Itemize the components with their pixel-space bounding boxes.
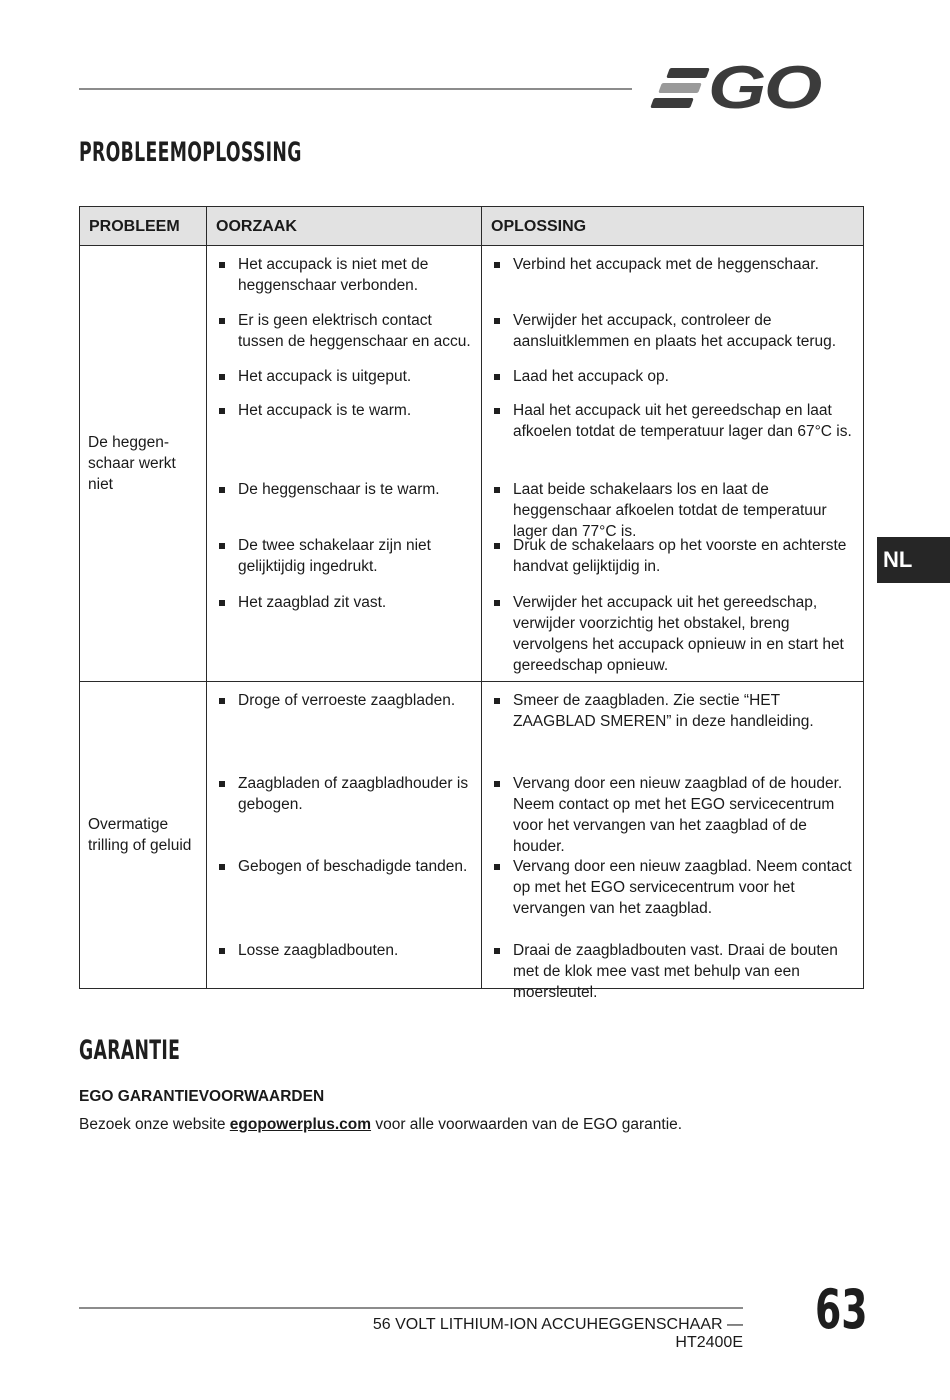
- cause-item: De twee schakelaar zijn niet gelijktijdig ingedrukt.: [207, 535, 481, 577]
- problem-text: Overmatige trilling of geluid: [88, 816, 192, 854]
- warranty-subtitle: EGO GARANTIEVOORWAARDEN: [79, 1088, 325, 1105]
- footer-title: 56 VOLT LITHIUM-ION ACCUHEGGENSCHAAR — HT2400E: [372, 1316, 743, 1351]
- solution-item: Laat beide schakelaars los en laat de heggenschaar afkoelen totdat de temperatuur lager dan 77°C is.: [482, 479, 863, 542]
- column-header-solution: OPLOSSING: [482, 207, 864, 246]
- column-header-cause: OORZAAK: [207, 207, 482, 246]
- troubleshooting-title: PROBLEEMOPLOSSING: [79, 137, 302, 168]
- cause-item: Gebogen of beschadigde tanden.: [207, 856, 481, 877]
- cause-item: Er is geen elektrisch contact tussen de heggenschaar en accu.: [207, 310, 481, 352]
- cause-cell: [207, 682, 482, 989]
- page-number: 63: [815, 1278, 868, 1341]
- solution-item: Haal het accupack uit het gereedschap en laat afkoelen totdat de temperatuur lager dan 67°C is.: [482, 400, 863, 442]
- solution-item: Draai de zaagbladbouten vast. Draai de bouten met de klok mee vast met behulp van een moersleutel.: [482, 940, 863, 1003]
- solution-item: Verwijder het accupack uit het gereedschap, verwijder voorzichtig het obstakel, breng vervolgens het accupack opnieuw in en start het gereedschap opnieuw.: [482, 592, 863, 676]
- logo-e-bars: [650, 68, 710, 110]
- ego-logo: [650, 54, 862, 121]
- language-tab: NL: [877, 537, 950, 583]
- column-header-problem: PROBLEEM: [80, 207, 207, 246]
- solution-cell: [482, 246, 864, 682]
- table-group-2: [80, 682, 864, 989]
- cause-item: Droge of verroeste zaagbladen.: [207, 690, 481, 711]
- troubleshooting-table: [79, 206, 864, 1001]
- warranty-text-after: voor alle voorwaarden van de EGO garantie.: [371, 1116, 683, 1133]
- cause-item: Het accupack is te warm.: [207, 400, 481, 421]
- logo-letters: GO: [708, 54, 820, 121]
- cause-item: De heggenschaar is te warm.: [207, 479, 481, 500]
- warranty-title: GARANTIE: [79, 1035, 181, 1066]
- cause-item: Het accupack is uitgeput.: [207, 366, 481, 387]
- cause-item: Het accupack is niet met de heggenschaar verbonden.: [207, 254, 481, 296]
- solution-item: Smeer de zaagbladen. Zie sectie “HET ZAAGBLAD SMEREN” in deze handleiding.: [482, 690, 863, 732]
- cause-item: Het zaagblad zit vast.: [207, 592, 481, 613]
- warranty-text: [79, 1116, 682, 1134]
- table-header-row: [80, 207, 864, 246]
- solution-cell: [482, 682, 864, 1001]
- footer-rule: [79, 1307, 743, 1309]
- header-rule: [79, 88, 632, 90]
- cause-item: Zaagbladen of zaagbladhouder is gebogen.: [207, 773, 481, 815]
- solution-item: Vervang door een nieuw zaagblad of de houder. Neem contact op met het EGO servicecentrum voor het vervangen van het zaagblad of de houder.: [482, 773, 863, 857]
- solution-item: Vervang door een nieuw zaagblad. Neem contact op met het EGO servicecentrum voor het vervangen van het zaagblad.: [482, 856, 863, 919]
- problem-cell: [80, 246, 207, 682]
- problem-cell: [80, 682, 207, 989]
- cause-item: Losse zaagbladbouten.: [207, 940, 481, 961]
- solution-item: Laad het accupack op.: [482, 366, 863, 387]
- cause-cell: [207, 246, 482, 682]
- solution-item: Verwijder het accupack, controleer de aansluitklemmen en plaats het accupack terug.: [482, 310, 863, 352]
- problem-text: De heggen- schaar werkt niet: [88, 434, 176, 493]
- solution-item: Druk de schakelaars op het voorste en achterste handvat gelijktijdig in.: [482, 535, 863, 577]
- website-link[interactable]: egopowerplus.com: [229, 1116, 372, 1133]
- warranty-text-before: Bezoek onze website: [79, 1116, 230, 1133]
- table-group-1: [80, 246, 864, 682]
- solution-item: Verbind het accupack met de heggenschaar.: [482, 254, 863, 275]
